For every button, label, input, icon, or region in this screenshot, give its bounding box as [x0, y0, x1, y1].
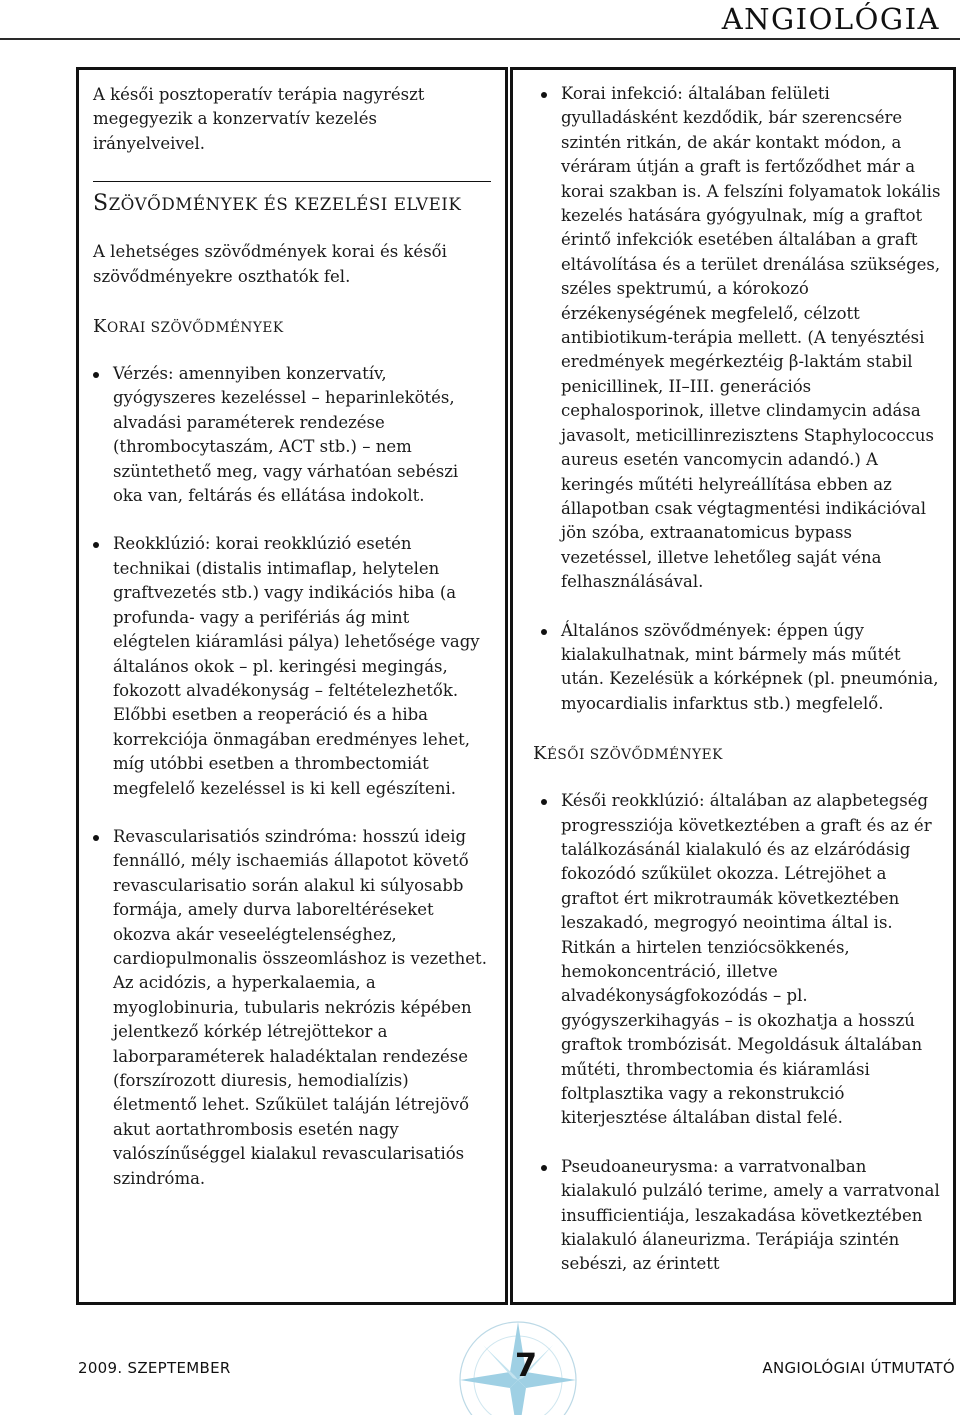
- right-column: [510, 67, 956, 1305]
- section-divider: [93, 181, 491, 182]
- page-number: 7: [514, 1346, 538, 1384]
- subsection-title-late: [533, 742, 945, 767]
- footer-date: 2009. SZEPTEMBER: [78, 1359, 231, 1377]
- running-title: ANGIOLÓGIA: [721, 2, 940, 36]
- subsection-title-initial: K: [533, 743, 547, 765]
- list-item: Késői reokklúzió: általában az alapbetegség progressziója következtében a graft és az ér találkozásánál kialakuló és az elzáródásig fokozódó szűkület okozza. Létrejöhet a graftot ért mikrotraumák következtében leszakadó, megrogyó neointima által is. Ritkán a hirtelen tenziócsökkenés, hemokoncentráció, illetve alvadékonyságfokozódás – pl. gyógyszerkihagyás – is okozhatja a hosszú graftok trombózisát. Megoldásuk általában műtéti, thrombectomia és kiáramlási foltplasztika vagy a rekonstrukció kiterjesztése általában distal felé.: [533, 789, 945, 1131]
- late-complications-list: [533, 789, 945, 1277]
- list-item: Revascularisatiós szindróma: hosszú ideig fennálló, mély ischaemiás állapotot követő revascularisatio során alakul ki súlyosabb formája, amely durva laboreltéréseket okozva akár veseelégtelenséghez, cardiopulmonalis összeomláshoz is vezethet. Az acidózis, a hyperkalaemia, a myoglobinuria, tubularis nekrózis képében jelentkező kórkép létrejöttekor a laborparaméterek haladéktalan rendezése (forszírozott diuresis, hemodialízis) életmentő lehet. Szűkület taláján létrejövő akut aortathrombosis esetén nagy valószínűséggel kialakul revascularisatiós szindróma.: [93, 825, 491, 1191]
- subsection-title-rest: ÉSŐI SZÖVŐDMÉNYEK: [546, 747, 723, 764]
- subsection-title-early: [93, 315, 491, 340]
- intro-paragraph: A késői posztoperatív terápia nagyrészt megegyezik a konzervatív kezelés irányelveivel.: [93, 85, 425, 153]
- section-title-rest: ZÖVŐDMÉNYEK ÉS KEZELÉSI ELVEIK: [108, 194, 462, 215]
- list-item: Korai infekció: általában felületi gyulladásként kezdődik, bár szerencsére szintén ritkán, de akár kontakt módon, a véráram útján a graft is fertőződhet már a korai szakban is. A felszíni folyamatok lokális kezelés hatására gyógyulnak, míg a graftot érintő infekciók esetében általában a graft eltávolítása és a terület drenálása szükséges, széles spektrumú, a kórokozó érzékenységének megfelelő, célzott antibiotikum-terápia mellett. (A tenyésztési eredmények megérkeztéig β-laktám stabil penicillinek, II–III. generációs cephalosporinok, illetve clindamycin adása javasolt, meticillinrezisztens Staphylococcus aureus esetén vancomycin adandó.) A keringés műtéti helyreállítása ebben az állapotban csak végtagmentési indikációval jön szóba, extraanatomicus bypass vezetéssel, illetve lehetőleg saját véna felhasználásával.: [533, 82, 945, 595]
- early-complications-list-continued: [533, 82, 945, 716]
- left-column: [76, 67, 508, 1305]
- footer-publication: ANGIOLÓGIAI ÚTMUTATÓ: [762, 1359, 955, 1377]
- subsection-title-initial: K: [93, 316, 107, 338]
- subsection-title-rest: ORAI SZÖVŐDMÉNYEK: [106, 320, 284, 337]
- list-item: Általános szövődmények: éppen úgy kialakulhatnak, mint bármely más műtét után. Kezelésük a kórképnek (pl. pneumónia, myocardialis infarktus stb.) megfelelő.: [533, 619, 945, 717]
- list-item: Vérzés: amennyiben konzervatív, gyógyszeres kezeléssel – heparinlekötés, alvadási paraméterek rendezése (thrombocytaszám, ACT stb.) – nem szüntethető meg, vagy várhatóan sebészi oka van, feltárás és ellátása indokolt.: [93, 362, 491, 508]
- early-complications-list: [93, 362, 491, 1191]
- header-rule: [0, 38, 960, 40]
- section-title-initial: S: [93, 191, 109, 217]
- section-title: [93, 188, 491, 220]
- list-item: Pseudoaneurysma: a varratvonalban kialakuló pulzáló terime, amely a varratvonal insufficientiája, leszakadása következtében kialakuló álaneurizma. Terápiája szintén sebészi, az érintett: [533, 1155, 945, 1277]
- section-intro-paragraph: A lehetséges szövődmények korai és késői szövődményekre oszthatók fel.: [93, 242, 447, 286]
- page-header: [0, 0, 960, 40]
- list-item: Reokklúzió: korai reokklúzió esetén technikai (distalis intimaflap, helytelen graftvezetés stb.) vagy indikációs hiba (a profunda- vagy a perifériás ág mint elégtelen kiáramlási pálya) lehetősége vagy általános okok – pl. keringési megingás, fokozott alvadékonyság – feltételezhetők. Előbbi esetben a reoperáció és a hiba korrekciója önmagában eredményes lehet, míg utóbbi esetben a thrombectomiát megfelelő kezeléssel is ki kell egészíteni.: [93, 532, 491, 800]
